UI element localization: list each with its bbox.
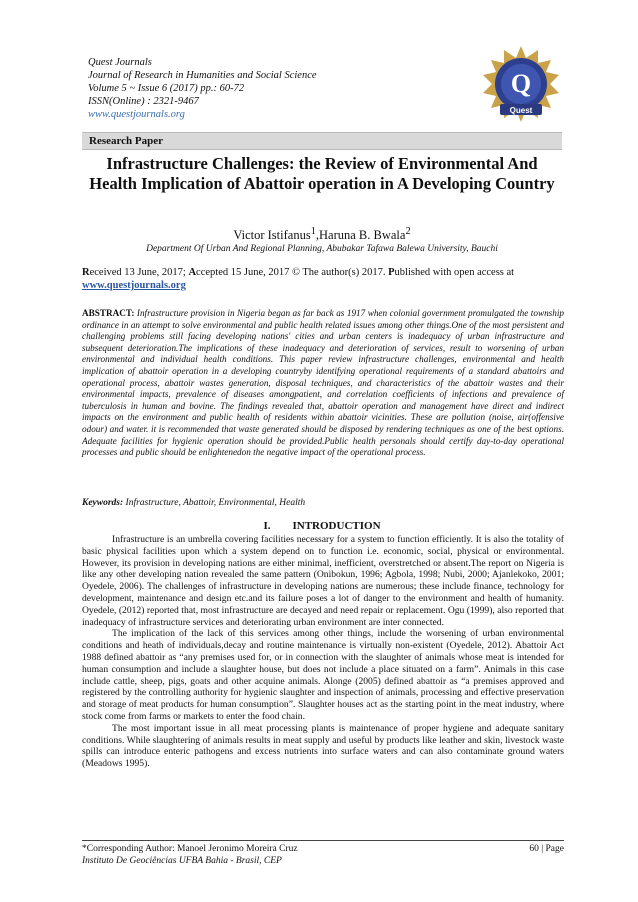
journal-full-name: Journal of Research in Humanities and Social Science xyxy=(88,70,317,81)
received-initial: R xyxy=(82,267,90,278)
accepted-date: ccepted 15 June, 2017 © The author(s) 2017. xyxy=(196,267,389,278)
author-1-sup: 1 xyxy=(310,226,316,237)
author-1: Victor Istifanus xyxy=(233,228,311,243)
paragraph: The most important issue in all meat processing plants is maintenance of proper hygiene and adequate sanitary conditions. While slaughtering of animals results in meat supply and useful by products like leather and skin, livestock waste spills can introduce enteric pathogens and excess nutrients into surface waters and can also contaminate ground waters (Meadows 1995). xyxy=(82,722,564,770)
published-url-link[interactable]: www.questjournals.org xyxy=(82,280,186,291)
page-footer xyxy=(82,843,564,867)
received-info xyxy=(82,266,564,292)
logo-text: Quest xyxy=(509,106,533,115)
published-initial: P xyxy=(388,267,395,278)
paragraph: Infrastructure is an umbrella covering facilities necessary for a system to function efficiently. It is also the totality of basic physical facilities upon which a system depend on to function i.e. economic, social, physical or environmental. However, its provision in developing nations are either minimal, inefficient, overstretched or absent.The report on Nigeria is like any other developing nation revealed the same pattern (Onibokun, 1996; Agbola, 1998; Nubi, 2000; Ajanlekoko, 2001; Oyedele, 2006). The challenges of infrastructure in developing nations are numerous; these include finance, technology for development, maintenance and design etc.and its failure poses a lot of danger to the environment and health of humanity. Oyedele, (2012) reported that, most infrastructure are decayed and need repair or replacement. Ogu (1999), also reported that inadequacy of infrastructure services and deteriorating urban environment are inter connected. xyxy=(82,534,564,628)
introduction-body xyxy=(82,534,564,770)
quest-logo-icon xyxy=(478,44,564,124)
section-title: INTRODUCTION xyxy=(292,520,381,532)
abstract-label: ABSTRACT: xyxy=(82,308,135,318)
issn: ISSN(Online) : 2321-9467 xyxy=(88,96,199,107)
received-date: eceived 13 June, 2017; xyxy=(89,267,189,278)
section-number: I. xyxy=(263,520,271,532)
journal-website-link[interactable]: www.questjournals.org xyxy=(88,109,185,120)
keywords-text: Infrastructure, Abattoir, Environmental, Health xyxy=(123,498,306,508)
accepted-initial: A xyxy=(188,267,197,278)
section-heading xyxy=(82,520,562,532)
keywords-label: Keywords: xyxy=(82,498,124,508)
author-2-sup: 2 xyxy=(405,226,411,237)
keywords xyxy=(82,498,564,508)
footer-divider xyxy=(82,840,564,841)
abstract xyxy=(82,308,564,459)
published-text: ublished with open access at xyxy=(394,267,515,278)
paragraph: The implication of the lack of this services among other things, include the worsening of urban environmental conditions and heath of individuals,decay and routine maintenance is virtually non-existent (Oyedele, 2012). Abattoir Act 1988 defined abattoir as “any premises used for, or in connection with the slaughter of animals whose meat is intended for human consumption and include a slaughter house, but does not include a place situated on a farm”. Animals in this case include cattle, sheep, pigs, goats and other acquine animals. Alonge (2005) defined abattoir as “a premises approved and registered by the controlling authority for hygienic slaughter and inspection of animals, processing and effective preservation and storage of meat products for human consumption”. Slaughter houses act as the starting point in the meat industry, where stock come from farms or markets to enter the food chain. xyxy=(82,628,564,722)
journal-name: Quest Journals xyxy=(88,57,152,68)
page-number: 60 | Page xyxy=(529,844,564,854)
paper-title: Infrastructure Challenges: the Review of Environmental And Health Implication of Abattoir operation in A Developing Country xyxy=(89,154,555,193)
abstract-text: Infrastructure provision in Nigeria began as far back as 1917 when colonial government promulgated the township ordinance in an attempt to solve environmental and public health related issues among other things.One of the most persistent and challenging problems still facing developing nations' cities and urban centers is inadequacy of urban infrastructure and subsequent deterioration.The implications of these inadequacy and deterioration of services, result to worsening of urban environmental and individual health conditions. This paper review infrastructure challenges, environmental and health implication of abattoir operation in a developing countryby identifying operational requirements of a standard abattoirs and operational process, abattoir wastes generation, disposal techniques, and characteristics of the abattoir wastes and their environmental impacts, prevalence of diseases amongpatient, and correlation coefficients of infections and prevalence of tuberculosis in human and bovine. The findings revealed that, abattoir operation and management have direct and indirect impacts on the environment and public health of residents within abattoir vicinities. These are pollution (noise, air(offensive odour) and water. it is recommended that waste generated should be disposed by rendering techniques as one of the best options. Adequate facilities for hygienic operation should be provided.Public health personals should certify day-to-day operational processes and public should be enlightenedon the negative impact of the operational process. xyxy=(82,308,564,458)
journal-header xyxy=(88,56,468,121)
author-institute: Instituto De Geociências UFBA Bahia - Brasil, CEP xyxy=(82,856,282,866)
research-paper-label: Research Paper xyxy=(89,135,164,147)
volume-issue: Volume 5 ~ Issue 6 (2017) pp.: 60-72 xyxy=(88,83,245,94)
author-line xyxy=(82,226,562,243)
author-2: ,Haruna B. Bwala xyxy=(315,228,406,243)
affiliation: Department Of Urban And Regional Planning, Abubakar Tafawa Balewa University, Bauchi xyxy=(146,244,498,254)
corresponding-author: *Corresponding Author: Manoel Jeronimo Moreira Cruz xyxy=(82,844,298,854)
research-paper-bar xyxy=(82,132,562,150)
logo-letter: Q xyxy=(510,69,532,98)
